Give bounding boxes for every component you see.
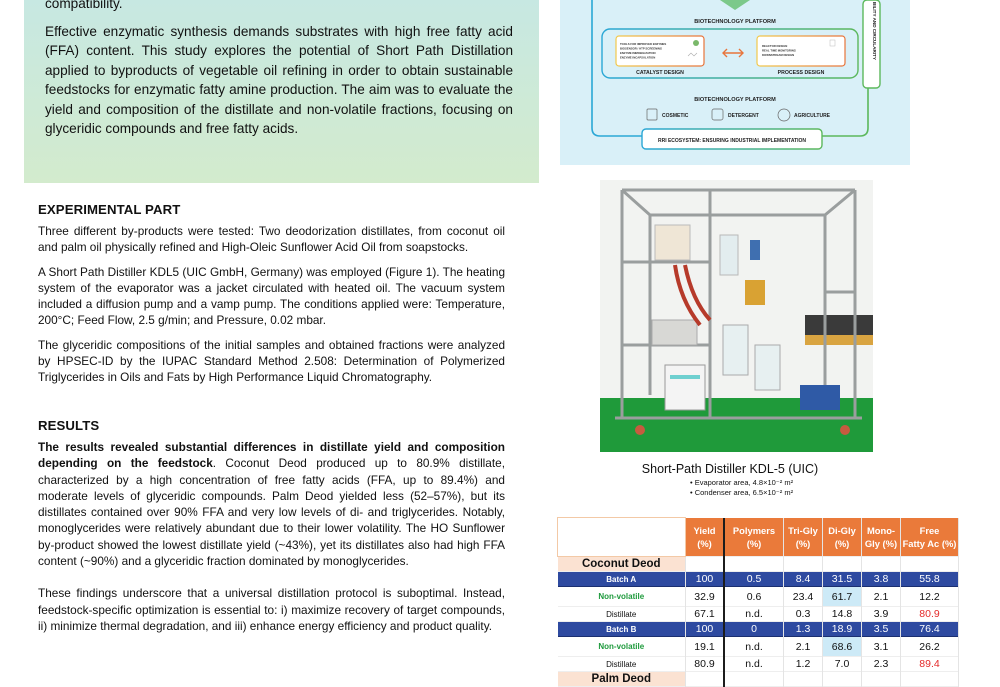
results-paragraph [38,439,505,569]
catalyst-design-label: CATALYST DESIGN [636,70,684,76]
results-paragraph-rest: . Coconut Deod produced up to 80.9% distillate, characterized by a high concentration of free fatty acids (FFA, up to 89.4%) and moderate levels of glyceridic compounds. Palm Deod yielded less (52–57%), but its distillates contained over 90% FFA and very low levels of di- and triglycerides. Notably, monoglycerides were relatively abundant due to their lower volatility. The HO Sunflower by-product showed the lowest distillate yield (~43%), yet its distillates also had high FFA content (~90%) and a glyceridic fraction dominated by monoglycerides. [38,456,505,569]
cosmetic-icon [647,109,657,120]
row-label: Non-volatile [558,637,686,657]
table-cell: 8.4 [784,572,823,587]
table-cell: 1.2 [784,657,823,672]
table-row-dist [558,657,959,672]
introduction-text [45,0,513,139]
receiver-flask [723,325,748,375]
introduction-panel [24,0,539,183]
table-row-group [558,672,959,687]
header-di-gly: Di-Gly (%) [823,518,862,557]
table-cell: 14.8 [823,607,862,622]
table-row-group [558,557,959,572]
intro-paragraph: Effective enzymatic synthesis demands substrates with high free fatty acid (FFA) content. This study explores the potential of Short Path Distillation applied to byproducts of vegetable oil refining in order to obtain sustainable feedstocks for enzymatic fatty amine production. The aim was to evaluate the yield and composition of the distillate and non-volatile fractions, focusing on glyceridic compounds and free fatty acids. [45,23,513,136]
table-cell: 68.6 [823,637,862,657]
table-cell: 1.3 [784,622,823,637]
evaporator-column [720,235,738,275]
arrow-down-icon [720,0,750,10]
table-cell: 2.3 [862,657,901,672]
bidirectional-arrow-icon [723,49,743,57]
table-cell: n.d. [724,607,784,622]
table-cell [784,672,823,687]
table-cell: 3.5 [862,622,901,637]
ecosystem-label: RRI ECOSYSTEM: ENSURING INDUSTRIAL IMPLEMENTATION [657,138,807,144]
figure-specs [590,478,870,498]
catalyst-item: ENZYME INCAPSULATION [620,55,656,60]
oil-bath [652,320,697,345]
table-cell: 31.5 [823,572,862,587]
table-cell: 3.9 [862,607,901,622]
distiller-photo-graphic [600,180,873,452]
process-item: DOWNSTREAM DESIGN [762,53,795,57]
application-detergent: DETERGENT [728,113,759,119]
diagram-outer-line-right [822,88,868,136]
catalyst-item: TOOLS FOR IMPROVED ENZYMES [620,42,667,46]
table-cell: 26.2 [901,637,959,657]
table-cell: 0.6 [724,587,784,607]
experimental-heading: EXPERIMENTAL PART [38,202,181,217]
agriculture-icon [778,109,790,121]
vacuum-pump [800,385,840,410]
table-cell [862,672,901,687]
table-cell: 100 [686,572,725,587]
catalyst-item: ENZYME IMMOBILIZATION [620,51,656,55]
diagram-platform-top-label: BIOTECHNOLOGY PLATFORM [694,19,776,25]
distiller-photo [600,180,873,452]
table-row-dist [558,607,959,622]
table-cell [686,672,725,687]
table-cell: 76.4 [901,622,959,637]
experimental-paragraph: A Short Path Distiller KDL5 (UIC GmbH, Germany) was employed (Figure 1). The heating system of the evaporator was a jacket circulated with heated oil. The vacuum system included a diffusion pump and a vamp pump. The conditions applied were: Temperature, 200°C; Feed Flow, 2.5 g/min; and Pressure, 0.02 mbar. [38,264,505,328]
experimental-paragraph: Three different by-products were tested: Two deodorization distillates, from coconut oil and palm oil physically refined and High-Oleic Sunflower Acid Oil from soapstocks. [38,224,505,255]
results-heading: RESULTS [38,418,100,433]
table-cell: 2.1 [862,587,901,607]
table-cell [823,672,862,687]
header-polymers: Polymers (%) [724,518,784,557]
table-cell: 55.8 [901,572,959,587]
table-cell: 80.9 [686,657,725,672]
header-free-fatty-acids: Free Fatty Ac (%) [901,518,959,557]
row-label: Batch B [558,622,686,637]
table-cell: 12.2 [901,587,959,607]
spec-item: • Condenser area, 6.5×10⁻² m² [690,488,794,497]
table-row-nonvol [558,587,959,607]
table-body [558,557,959,687]
row-label: Batch A [558,572,686,587]
motor-unit [750,240,760,260]
figure-title: Short-Path Distiller KDL-5 (UIC) [641,462,819,476]
table-cell: 32.9 [686,587,725,607]
row-label: Non-volatile [558,587,686,607]
table-row-batch [558,622,959,637]
diagram-graphic [560,0,910,165]
enzyme-icon [693,40,699,46]
wheel [840,425,850,435]
table-cell: 3.8 [862,572,901,587]
table-cell: n.d. [724,657,784,672]
table-cell [724,557,784,572]
table-cell [862,557,901,572]
table-cell: 100 [686,622,725,637]
conclusion-paragraph: These findings underscore that a universal distillation protocol is suboptimal. Instead, feedstock-specific optimization is essential to: i) maximize recovery of target compounds, ii) minimize thermal degradation, and iii) enhance energy efficiency and product quality. [38,586,505,633]
header-yield: Yield (%) [686,518,725,557]
detergent-icon [712,109,723,120]
header-blank [558,518,686,557]
row-label: Coconut Deod [558,557,686,572]
figure-caption [590,462,870,498]
table-cell [901,672,959,687]
results-bold-lead: The results revealed substantial differences in distillate yield and composition depending on the feedstock [38,440,505,471]
table-cell: 0.3 [784,607,823,622]
table-cell: n.d. [724,637,784,657]
table-cell: 67.1 [686,607,725,622]
row-label: Distillate [558,657,686,672]
composition-table [557,517,959,687]
spec-item: • Evaporator area, 4.8×10⁻² m² [690,478,794,487]
table-cell: 0 [724,622,784,637]
table-header-row [558,518,959,557]
process-design-label: PROCESS DESIGN [777,70,825,76]
table-cell [784,557,823,572]
diagram-outer-line-left [592,0,642,136]
catalyst-item: BIOSENSOR / HTP SCREENING [620,46,663,51]
condenser-glass [745,280,765,305]
table-cell: 18.9 [823,622,862,637]
table-cell: 23.4 [784,587,823,607]
table-cell: 61.7 [823,587,862,607]
table-row-batch [558,572,959,587]
sustainability-label: BILITY AND CIRCULARITY [872,2,877,60]
table-cell: 2.1 [784,637,823,657]
row-label: Palm Deod [558,672,686,687]
biotechnology-platform-diagram [560,0,910,165]
row-label: Distillate [558,607,686,622]
table-cell [823,557,862,572]
table-cell [901,557,959,572]
results-section [38,418,505,634]
header-tri-gly: Tri-Gly (%) [784,518,823,557]
header-mono-gly: Mono- Gly (%) [862,518,901,557]
table-cell: 89.4 [901,657,959,672]
bench [805,315,873,335]
table-cell: 7.0 [823,657,862,672]
process-item: REACTOR DESIGN [762,44,788,48]
experimental-paragraph: The glyceridic compositions of the initial samples and obtained fractions were analyzed by HPSEC-ID by the IUPAC Standard Method 2.508: Determination of Polymerized Triglycerides in Oils and Fats by High Performance Liquid Chromatography. [38,337,505,385]
table-cell: 80.9 [901,607,959,622]
table-cell: 19.1 [686,637,725,657]
intro-fragment: compatibility. [45,0,123,11]
process-item: REAL TIME MONITORING [762,48,796,53]
diagram-platform-bottom-label: BIOTECHNOLOGY PLATFORM [694,97,776,103]
thermostat-unit [655,225,690,260]
chiller-unit [665,365,705,410]
wheel [635,425,645,435]
receiver-flask [755,345,780,390]
table-cell [724,672,784,687]
table-cell [686,557,725,572]
table-cell: 3.1 [862,637,901,657]
application-agriculture: AGRICULTURE [794,113,831,119]
application-cosmetic: COSMETIC [662,113,689,119]
table-cell: 0.5 [724,572,784,587]
table-row-nonvol [558,637,959,657]
experimental-section [38,202,505,386]
